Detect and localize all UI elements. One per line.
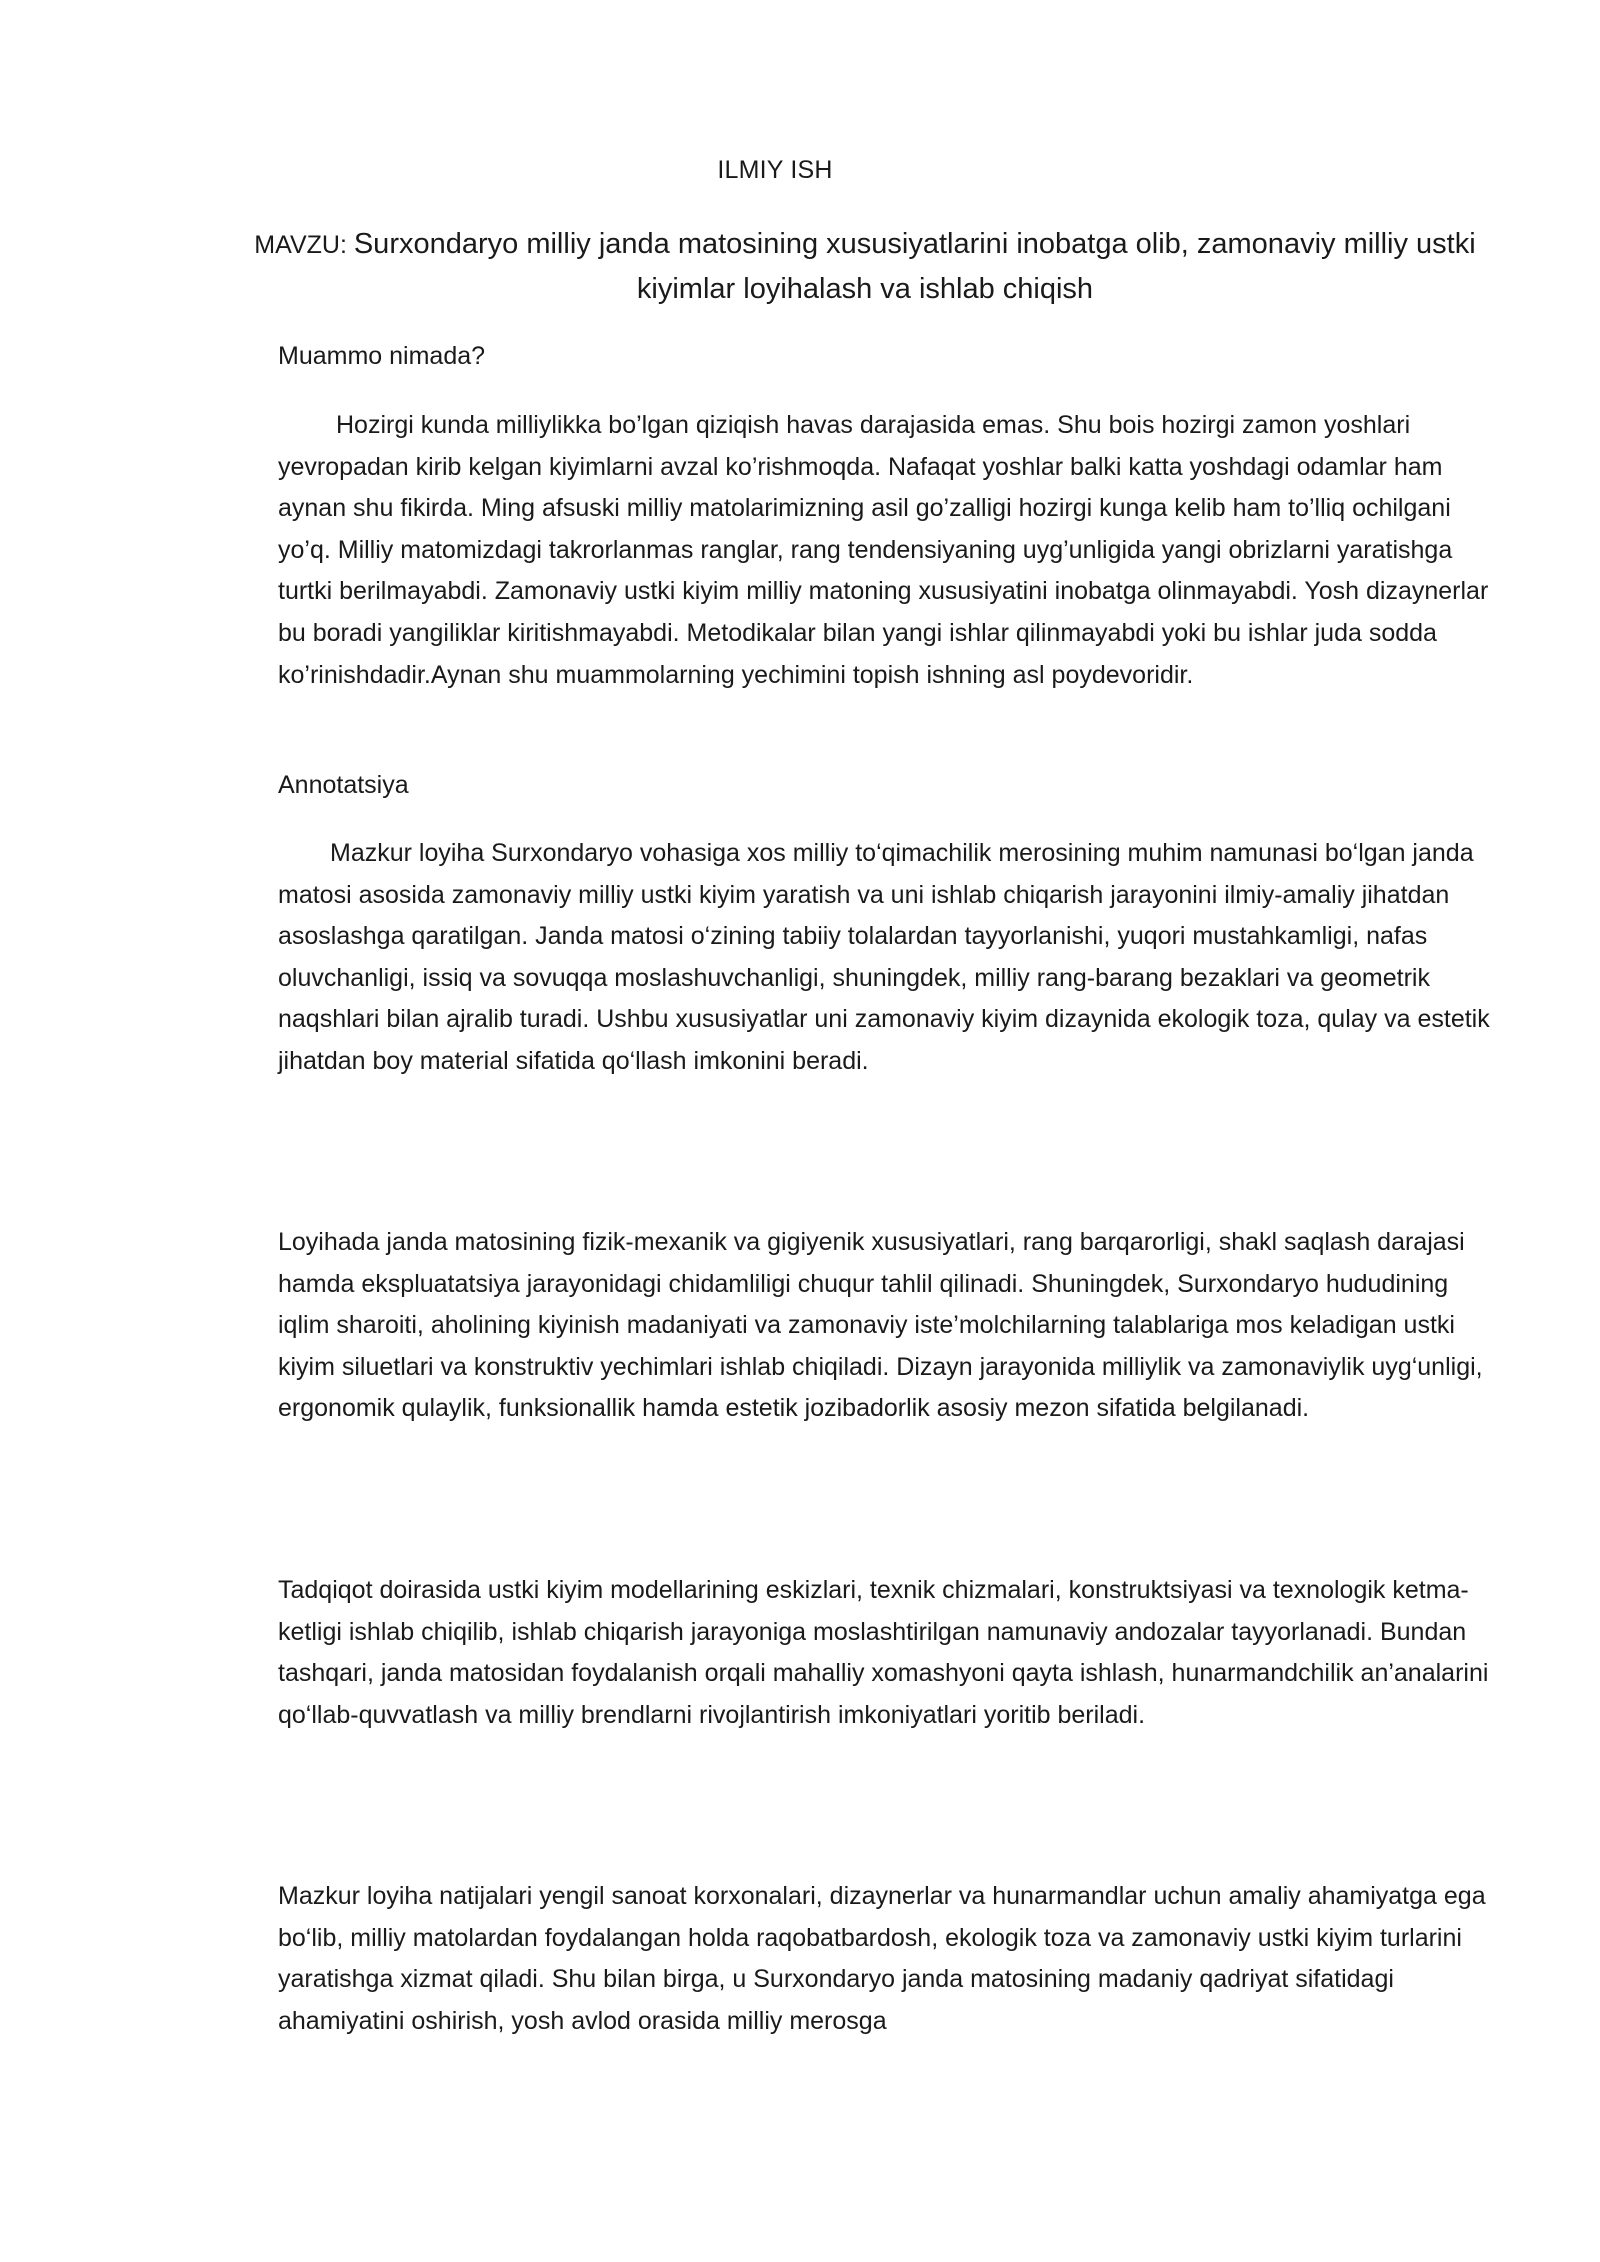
topic-text: Surxondaryo milliy janda matosining xususiyatlarini inobatga olib, zamonaviy milliy ustki kiyimlar loyihalash va ishlab chiqish [353,228,1476,305]
annotation-paragraph-2: Loyihada janda matosining fizik-mexanik va gigiyenik xususiyatlari, rang barqarorligi, shakl saqlash darajasi hamda ekspluatatsiya jarayonidagi chidamliligi chuqur tahlil qilinadi. Shuningdek, Surxondaryo hududining iqlim sharoiti, aholining kiyinish madaniyati va zamonaviy iste’molchilarning talablariga mos keladigan ustki kiyim siluetlari va konstruktiv yechimlari ishlab chiqiladi. Dizayn jarayonida milliylik va zamonaviylik uyg‘unligi, ergonomik qulaylik, funksionallik hamda estetik jozibadorlik asosiy mezon sifatida belgilanadi. [278,1228,1483,1423]
annotation-paragraph-1: Mazkur loyiha Surxondaryo vohasiga xos milliy to‘qimachilik merosining muhim namunasi bo‘lgan janda matosi asosida zamonaviy milliy ustki kiyim yaratish va uni ishlab chiqarish jarayonini ilmiy-amaliy jihatdan asoslashga qaratilgan. Janda matosi o‘zining tabiiy tolalardan tayyorlanishi, yuqori mustahkamligi, nafas oluvchanligi, issiq va sovuqqa moslashuvchanligi, shuningdek, milliy rang-barang bezaklari va geometrik naqshlari bilan ajralib turadi. Ushbu xususiyatlar uni zamonaviy kiyim dizaynida ekologik toza, qulay va estetik jihatdan boy material sifatida qo‘llash imkonini beradi. [278,839,1490,1075]
annotation-heading: Annotatsiya [278,771,409,799]
topic-heading [250,222,1480,311]
topic-prefix: MAVZU: [254,231,354,259]
annotation-paragraph-4: Mazkur loyiha natijalari yengil sanoat korxonalari, dizaynerlar va hunarmandlar uchun amaliy ahamiyatga ega bo‘lib, milliy matolardan foydalangan holda raqobatbardosh, ekologik toza va zamonaviy ustki kiyim turlarini yaratishga xizmat qiladi. Shu bilan birga, u Surxondaryo janda matosining madaniy qadriyat sifatidagi ahamiyatini oshirish, yosh avlod orasida milliy merosga [278,1882,1486,2035]
document-title: ILMIY ISH [717,156,833,184]
problem-paragraph: Hozirgi kunda milliylikka bo’lgan qiziqish havas darajasida emas. Shu bois hozirgi zamon yoshlari yevropadan kirib kelgan kiyimlarni avzal ko’rishmoqda. Nafaqat yoshlar balki katta yoshdagi odamlar ham aynan shu fikirda. Ming afsuski milliy matolarimizning asil go’zalligi hozirgi kunga kelib ham to’lliq ochilgani yo’q. Milliy matomizdagi takrorlanmas ranglar, rang tendensiyaning uyg’unligida yangi obrizlarni yaratishga turtki berilmayabdi. Zamonaviy ustki kiyim milliy matoning xususiyatini inobatga olinmayabdi. Yosh dizaynerlar bu boradi yangiliklar kiritishmayabdi. Metodikalar bilan yangi ishlar qilinmayabdi yoki bu ishlar juda sodda ko’rinishdadir.Aynan shu muammolarning yechimini topish ishning asl poydevoridir. [278,411,1489,689]
problem-heading: Muammo nimada? [278,342,486,370]
annotation-paragraph-3: Tadqiqot doirasida ustki kiyim modellarining eskizlari, texnik chizmalari, konstruktsiyasi va texnologik ketma-ketligi ishlab chiqilib, ishlab chiqarish jarayoniga moslashtirilgan namunaviy andozalar tayyorlanadi. Bundan tashqari, janda matosidan foydalanish orqali mahalliy xomashyoni qayta ishlash, hunarmandchilik an’analarini qo‘llab-quvvatlash va milliy brendlarni rivojlantirish imkoniyatlari yoritib beriladi. [278,1576,1489,1729]
